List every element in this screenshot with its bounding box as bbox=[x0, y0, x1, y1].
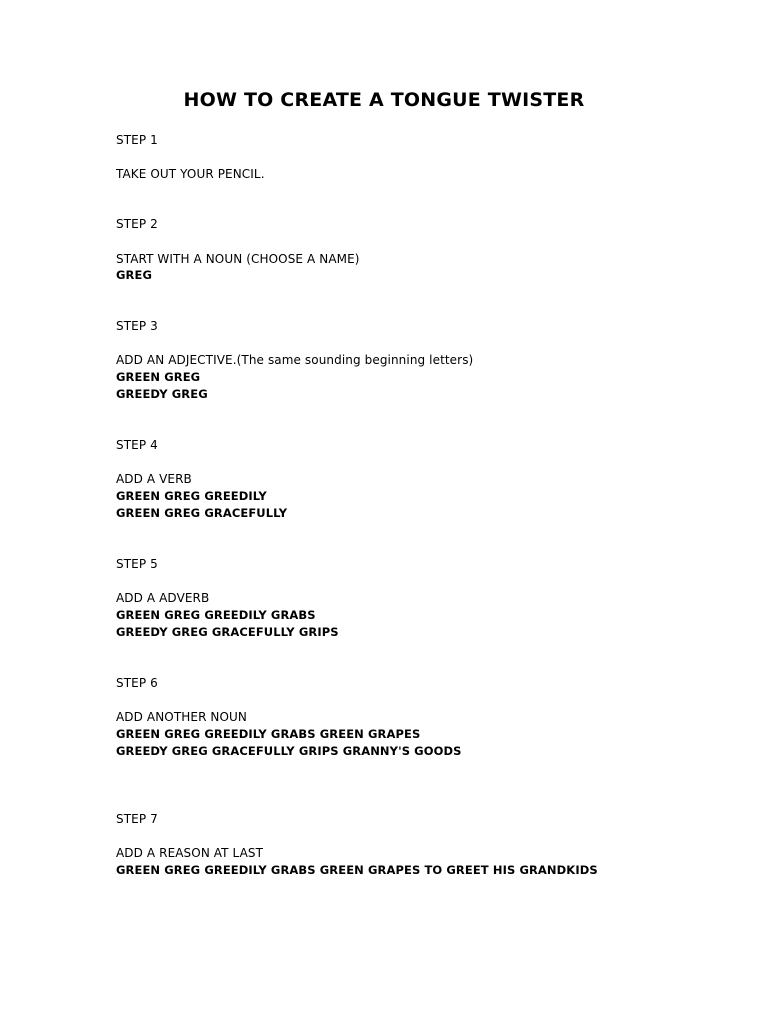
step-4-heading: STEP 4 bbox=[116, 438, 158, 452]
step-3-heading: STEP 3 bbox=[116, 319, 158, 333]
step-6-instruction: ADD ANOTHER NOUN bbox=[116, 710, 248, 724]
step-3-example-1: GREEN GREG bbox=[116, 370, 201, 384]
step-3-instruction: ADD AN ADJECTIVE.(The same sounding beginning letters) bbox=[116, 353, 474, 367]
page-title: HOW TO CREATE A TONGUE TWISTER bbox=[183, 89, 585, 111]
step-4-example-2: GREEN GREG GRACEFULLY bbox=[116, 506, 288, 520]
step-4-instruction: ADD A VERB bbox=[116, 472, 192, 486]
step-6-example-2: GREEDY GREG GRACEFULLY GRIPS GRANNY'S GOODS bbox=[116, 744, 462, 758]
step-6-heading: STEP 6 bbox=[116, 676, 158, 690]
step-4-example-1: GREEN GREG GREEDILY bbox=[116, 489, 267, 503]
step-7-heading: STEP 7 bbox=[116, 812, 158, 826]
step-6-example-1: GREEN GREG GREEDILY GRABS GREEN GRAPES bbox=[116, 727, 421, 741]
step-2-example-1: GREG bbox=[116, 268, 152, 282]
step-2-instruction: START WITH A NOUN (CHOOSE A NAME) bbox=[116, 252, 360, 266]
step-1-instruction: TAKE OUT YOUR PENCIL. bbox=[116, 167, 265, 181]
step-1-heading: STEP 1 bbox=[116, 133, 158, 147]
step-5-example-1: GREEN GREG GREEDILY GRABS bbox=[116, 608, 316, 622]
step-5-heading: STEP 5 bbox=[116, 557, 158, 571]
step-3-example-2: GREEDY GREG bbox=[116, 387, 208, 401]
step-5-instruction: ADD A ADVERB bbox=[116, 591, 210, 605]
step-2-heading: STEP 2 bbox=[116, 217, 158, 231]
step-7-instruction: ADD A REASON AT LAST bbox=[116, 846, 264, 860]
step-5-example-2: GREEDY GREG GRACEFULLY GRIPS bbox=[116, 625, 339, 639]
step-7-example-1: GREEN GREG GREEDILY GRABS GREEN GRAPES TO GREET HIS GRANDKIDS bbox=[116, 863, 598, 877]
